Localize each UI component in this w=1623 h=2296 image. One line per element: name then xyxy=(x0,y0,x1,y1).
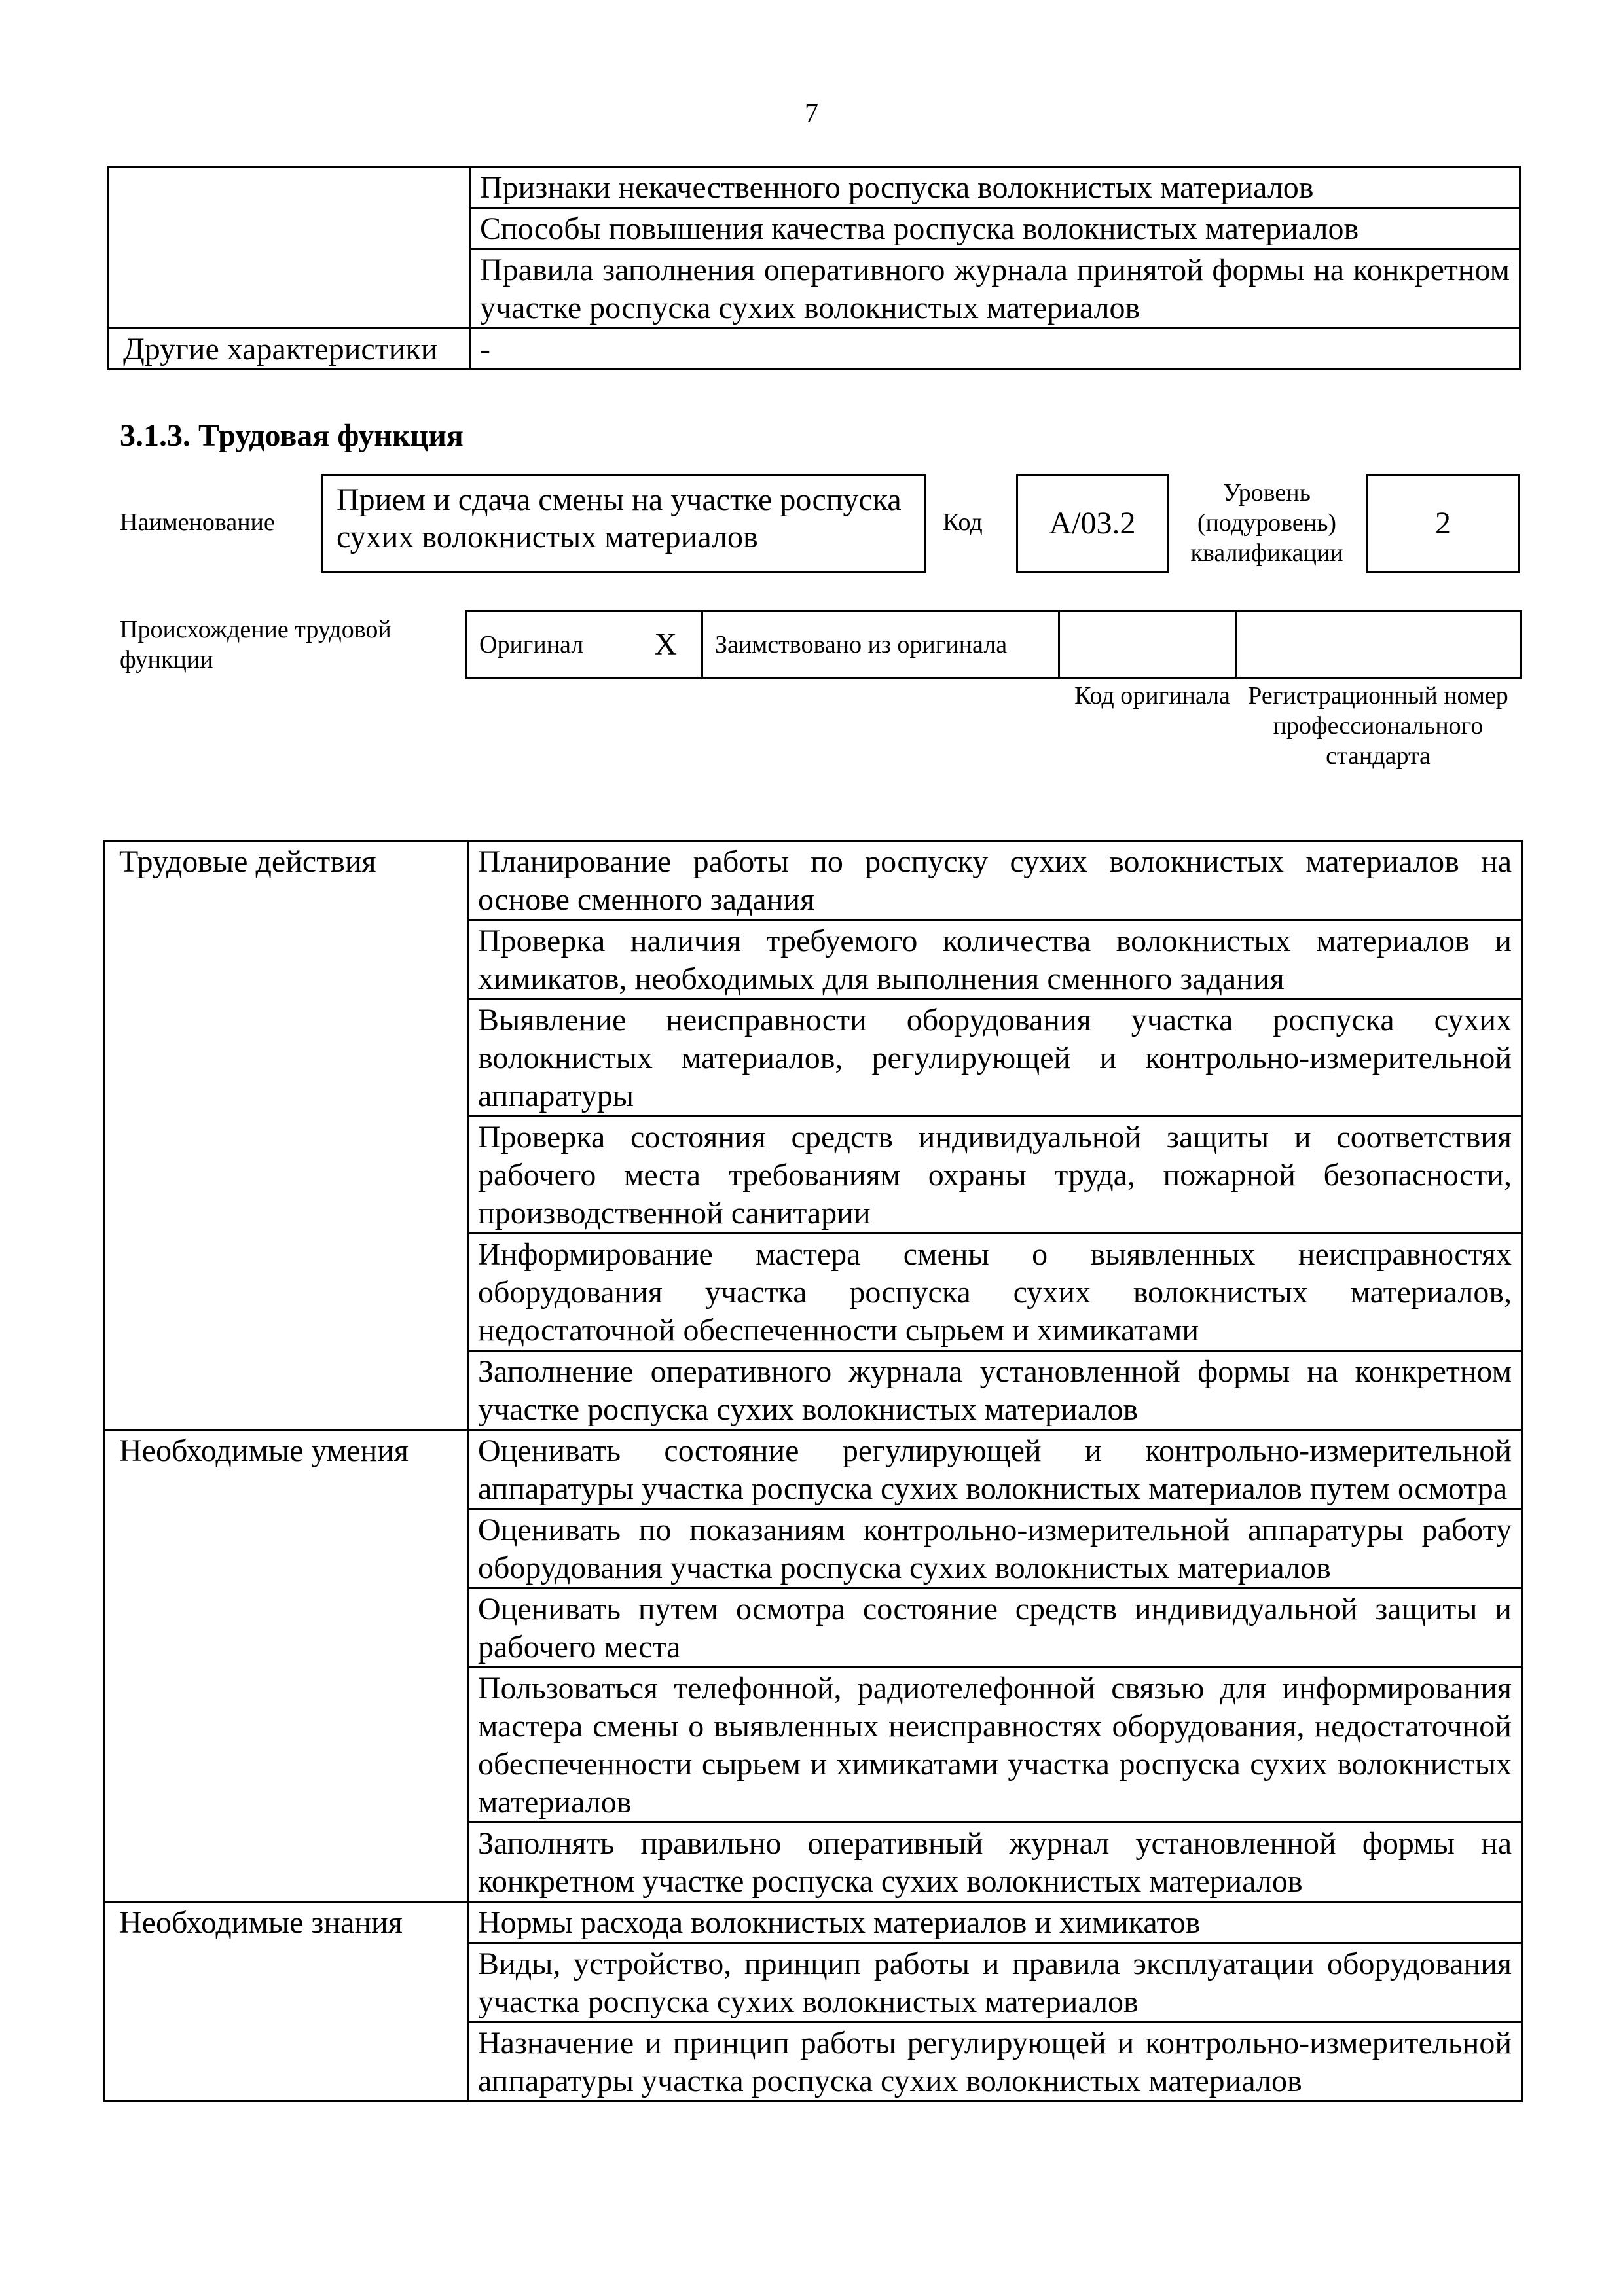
function-details-table xyxy=(103,840,1523,2102)
origin-reg-number-cell xyxy=(1236,611,1521,678)
row-item-text: Оценивать по показаниям контрольно-измерительной аппаратуры работу оборудования участка роспуска сухих волокнистых материалов xyxy=(468,1509,1522,1588)
function-name-value: Прием и сдача смены на участке роспуска сухих волокнистых материалов xyxy=(337,482,902,554)
code-label: Код xyxy=(943,509,983,536)
row-item-text: Проверка наличия требуемого количества волокнистых материалов и химикатов, необходимых для выполнения сменного задания xyxy=(468,920,1522,999)
origin-code-cell xyxy=(1059,611,1236,678)
origin-borrowed-label: Заимствовано из оригинала xyxy=(702,611,1059,678)
row-item-text: Оценивать путем осмотра состояние средств индивидуальной защиты и рабочего места xyxy=(468,1588,1522,1668)
page-number: 7 xyxy=(805,99,818,129)
caption-code-original: Код оригинала xyxy=(1074,682,1230,709)
other-characteristics-label: Другие характеристики xyxy=(108,329,470,370)
row-item-text: Пользоваться телефонной, радиотелефонной связью для информирования мастера смены о выявленных неисправностях оборудования, недостаточной обеспеченности сырьем и химикатами участка роспуска сухих волокнистых материалов xyxy=(468,1668,1522,1823)
row-item-text: Информирование мастера смены о выявленных неисправностях оборудования участка роспуска сухих волокнистых материалов, недостаточной обеспеченности сырьем и химикатами xyxy=(468,1234,1522,1351)
name-label: Наименование xyxy=(120,509,275,536)
code-box xyxy=(1016,474,1169,573)
row-group-label: Необходимые знания xyxy=(104,1902,468,2102)
other-characteristics-value: - xyxy=(470,329,1520,370)
row-item-text: Нормы расхода волокнистых материалов и химикатов xyxy=(468,1902,1522,1943)
row-group-label: Необходимые умения xyxy=(104,1430,468,1902)
row-item-text: Проверка состояния средств индивидуальной защиты и соответствия рабочего места требованиям охраны труда, пожарной безопасности, производственной санитарии xyxy=(468,1117,1522,1234)
top-table-item: Способы повышения качества роспуска волокнистых материалов xyxy=(470,208,1520,249)
row-item-text: Оценивать состояние регулирующей и контрольно-измерительной аппаратуры участка роспуска сухих волокнистых материалов путем осмотра xyxy=(468,1430,1522,1509)
level-value: 2 xyxy=(1435,506,1451,541)
row-group-label: Трудовые действия xyxy=(104,841,468,1430)
continued-label-cell xyxy=(108,167,470,329)
row-item-text: Виды, устройство, принцип работы и правила эксплуатации оборудования участка роспуска сухих волокнистых материалов xyxy=(468,1943,1522,2022)
continued-requirements-table xyxy=(107,166,1521,370)
origin-table xyxy=(465,610,1522,679)
section-heading: 3.1.3. Трудовая функция xyxy=(120,418,464,453)
level-box xyxy=(1366,474,1520,573)
row-item-text: Заполнение оперативного журнала установленной формы на конкретном участке роспуска сухих волокнистых материалов xyxy=(468,1351,1522,1430)
table-row xyxy=(104,841,1522,920)
origin-label: Происхождение трудовой функции xyxy=(120,616,392,673)
table-row xyxy=(104,1430,1522,1509)
level-label: Уровень (подуровень) квалификации xyxy=(1190,479,1343,567)
row-item-text: Назначение и принцип работы регулирующей и контрольно-измерительной аппаратуры участка роспуска сухих волокнистых материалов xyxy=(468,2022,1522,2102)
top-table-item: Признаки некачественного роспуска волокнистых материалов xyxy=(470,167,1520,208)
origin-original-label: Оригинал xyxy=(467,611,630,678)
origin-original-mark: X xyxy=(630,611,702,678)
code-value: А/03.2 xyxy=(1049,506,1136,541)
row-item-text: Заполнять правильно оперативный журнал установленной формы на конкретном участке роспуска сухих волокнистых материалов xyxy=(468,1823,1522,1902)
caption-reg-number: Регистрационный номер профессионального стандарта xyxy=(1248,682,1508,770)
top-table-item: Правила заполнения оперативного журнала принятой формы на конкретном участке роспуска сухих волокнистых материалов xyxy=(470,249,1520,329)
function-name-box xyxy=(321,474,926,573)
row-item-text: Выявление неисправности оборудования участка роспуска сухих волокнистых материалов, регулирующей и контрольно-измерительной аппаратуры xyxy=(468,999,1522,1117)
table-row xyxy=(104,1902,1522,1943)
row-item-text: Планирование работы по роспуску сухих волокнистых материалов на основе сменного задания xyxy=(468,841,1522,920)
